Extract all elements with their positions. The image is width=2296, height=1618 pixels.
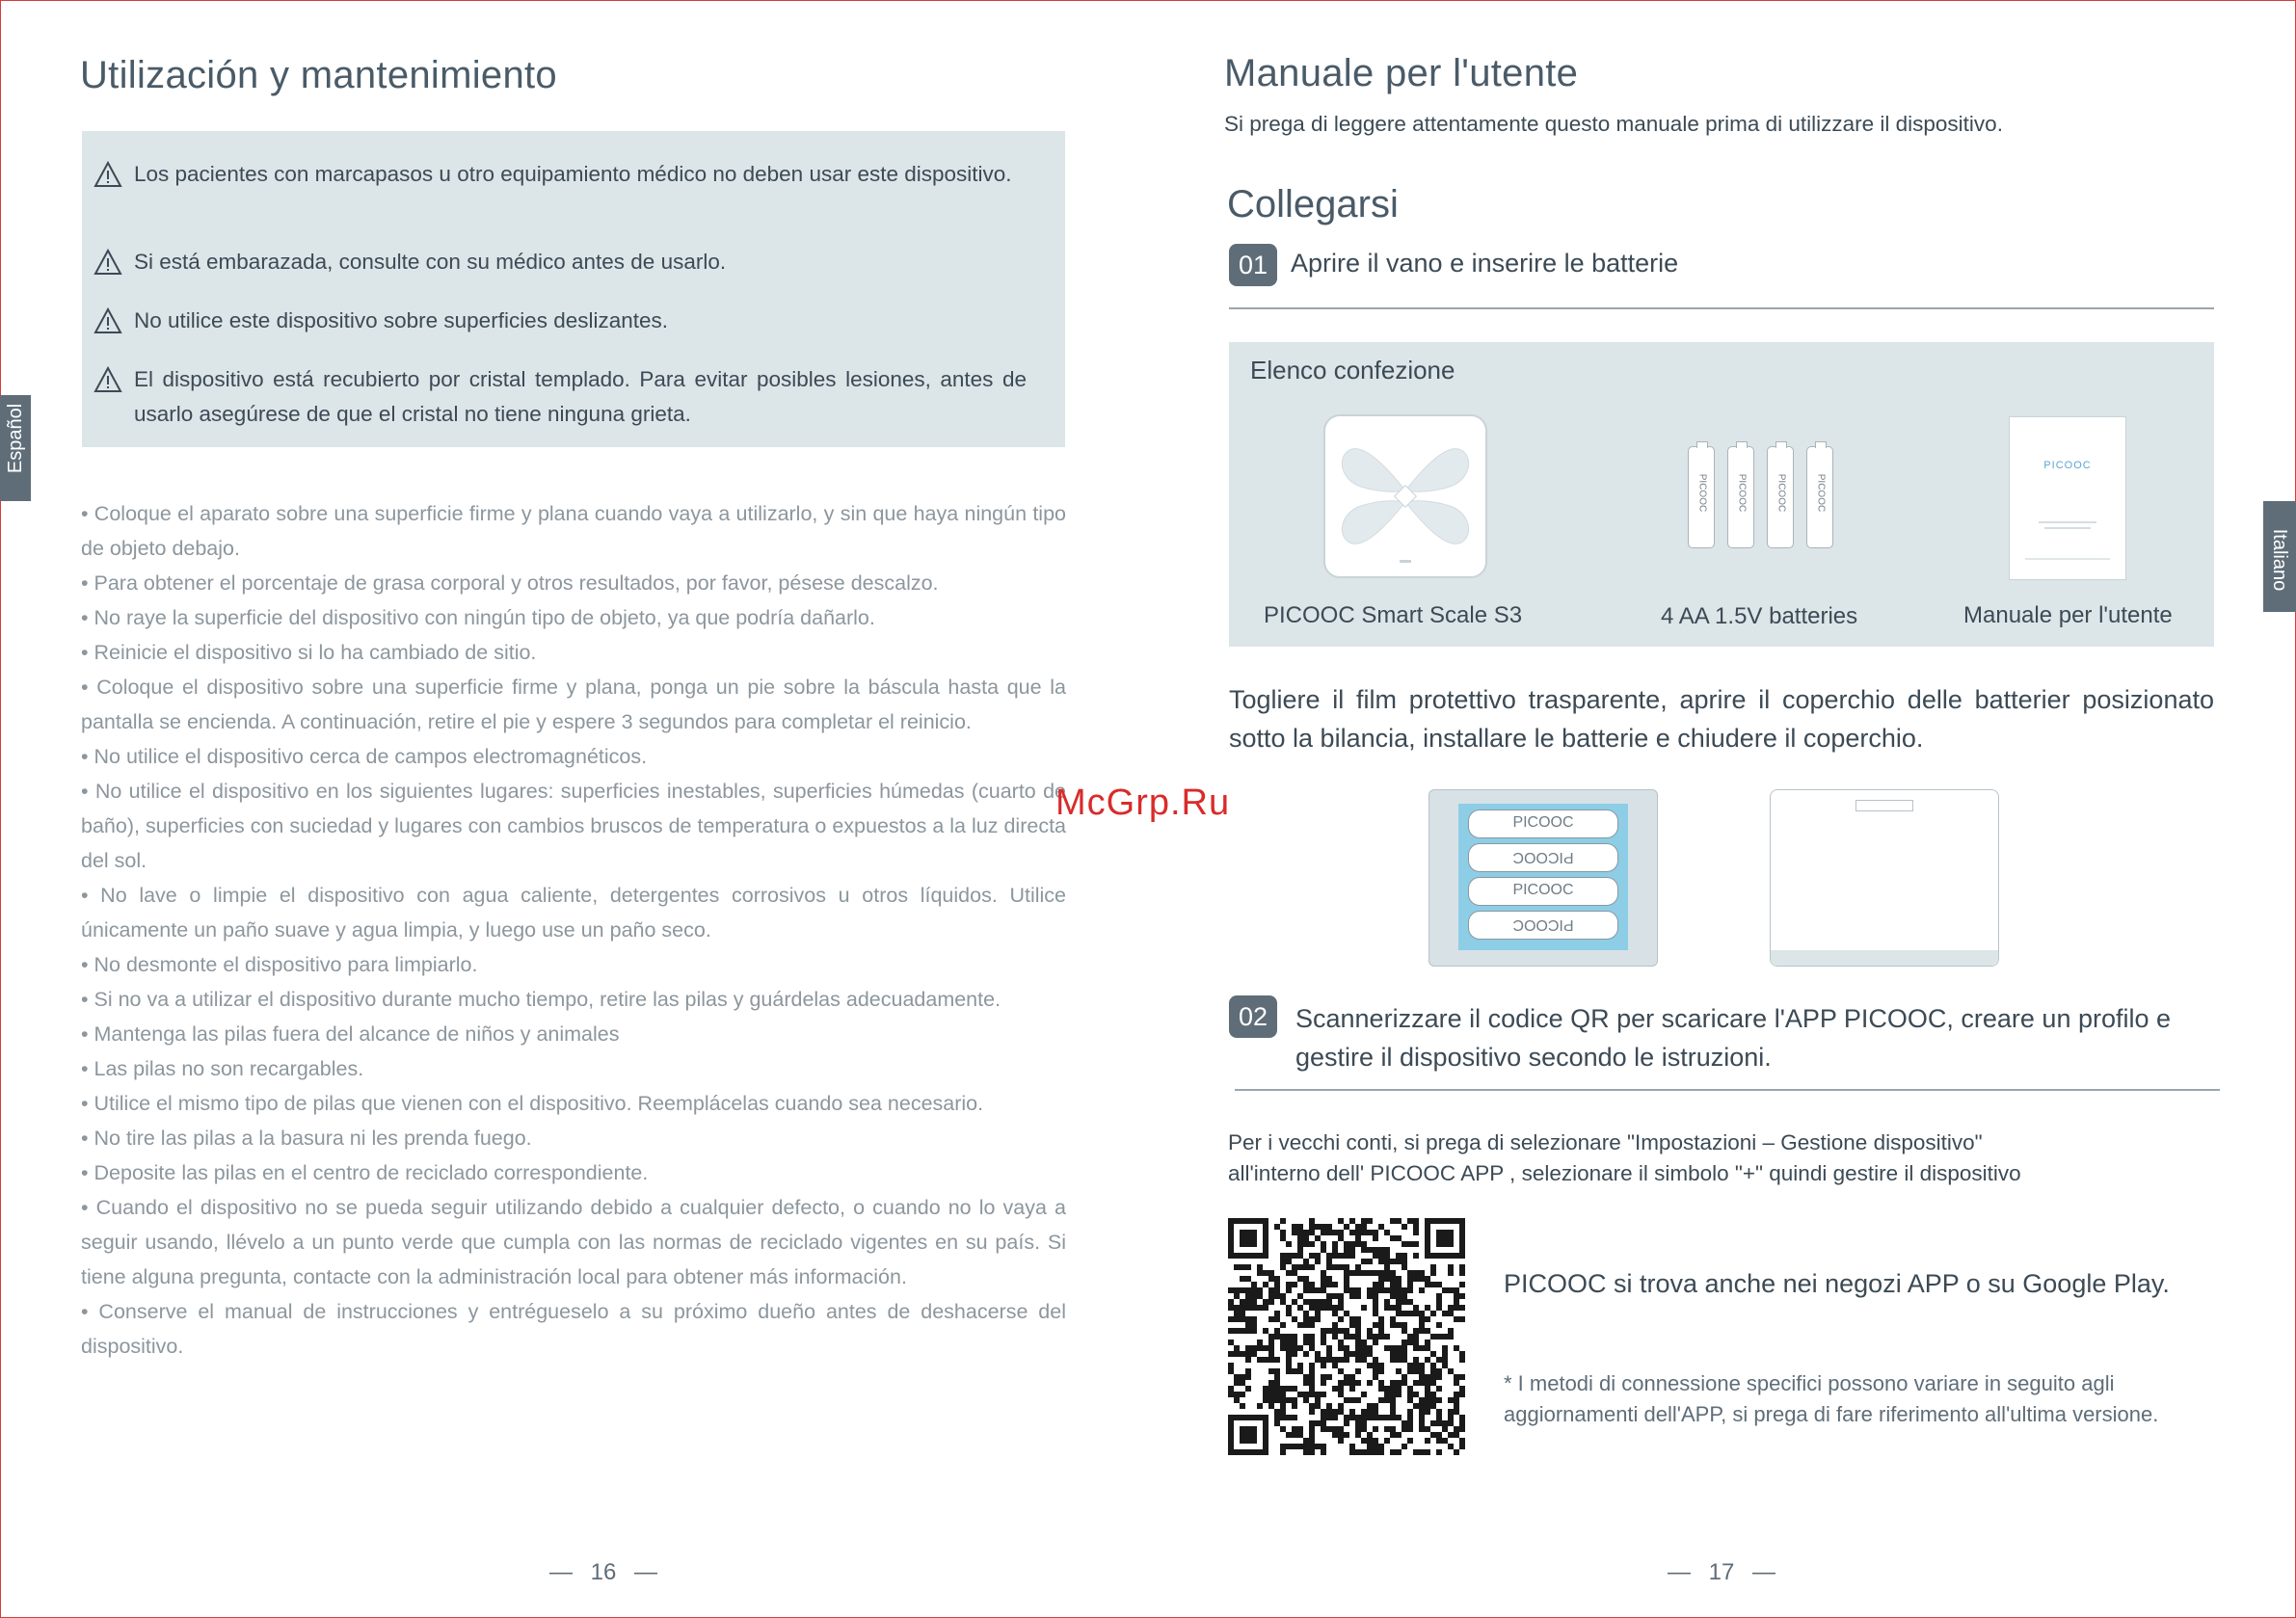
side-tab-label: Español [5, 403, 26, 474]
list-item: • Reinicie el dispositivo si lo ha cambiado de sitio. [81, 641, 537, 664]
step-1-badge: 01 [1229, 244, 1277, 286]
page-title-it: Manuale per l'utente [1224, 52, 1579, 94]
warning-text: El dispositivo está recubierto por cristal templado. Para evitar posibles lesiones, antes de usarlo asegúrese de que el cristal no tiene ninguna grieta. [134, 367, 1027, 426]
list-item: • No raye la superficie del dispositivo con ningún tipo de objeto, ya que podría dañarlo. [81, 606, 875, 629]
package-item-scale: PICOOC Smart Scale S3 [1264, 602, 1523, 628]
warning-text: Los pacientes con marcapasos u otro equipamiento médico no deben usar este dispositivo. [134, 162, 1012, 186]
warning-text: No utilice este dispositivo sobre superficies deslizantes. [134, 308, 669, 332]
warning-item [93, 304, 1027, 338]
battery [1767, 446, 1794, 548]
list-item: • Utilice el mismo tipo de pilas que vienen con el dispositivo. Reemplácelas cuando sea necesario. [81, 1092, 984, 1115]
battery [1806, 446, 1833, 548]
list-item: • No utilice el dispositivo en los siguientes lugares: superficies inestables, superficies húmedas (cuarto de baño), superficies con suciedad y lugares con cambios bruscos de temperatura o expuestos a la luz directa del sol. [81, 780, 1066, 872]
tray-battery-label: PICOOC [1512, 814, 1574, 831]
page-number-value: 17 [1708, 1559, 1735, 1585]
battery-brand: PICOOC [1696, 473, 1708, 513]
battery-brand: PICOOC [1815, 473, 1827, 513]
tray-battery [1468, 911, 1618, 940]
list-item: • Coloque el aparato sobre una superficie firme y plana cuando vaya a utilizarlo, y sin que haya ningún tipo de objeto debajo. [81, 502, 1066, 560]
warning-icon [93, 366, 122, 393]
warning-item [93, 362, 1027, 432]
list-item: • Para obtener el porcentaje de grasa corporal y otros resultados, por favor, pésese descalzo. [81, 571, 939, 595]
watermark: McGrp.Ru [1055, 782, 1231, 823]
list-item: • No tire las pilas a la basura ni les prenda fuego. [81, 1127, 532, 1150]
page-number-right: — 17 — [1668, 1559, 1776, 1585]
page-number-left: — 16 — [549, 1559, 658, 1585]
store-note: PICOOC si trova anche nei negozi APP o su Google Play. [1504, 1269, 2170, 1298]
list-item: • No desmonte el dispositivo para limpiarlo. [81, 953, 478, 976]
step-2-badge: 02 [1229, 995, 1277, 1038]
page-subtitle: Si prega di leggere attentamente questo manuale prima di utilizzare il dispositivo. [1224, 112, 2003, 136]
package-item-batteries: 4 AA 1.5V batteries [1661, 603, 1858, 629]
side-tab-italiano [2263, 501, 2296, 612]
tray-battery-label: PICOOC [1512, 882, 1574, 898]
tray-battery [1468, 809, 1618, 838]
section-title: Collegarsi [1227, 183, 1399, 225]
battery-instruction: Togliere il film protettivo trasparente, aprire il coperchio delle batterier posizionato sotto la bilancia, installare le batterie e chiudere il coperchio. [1229, 685, 2214, 753]
warning-item [93, 245, 1027, 279]
tray-battery-label: PICOOC [1512, 849, 1574, 865]
tray-battery-label: PICOOC [1512, 916, 1574, 933]
list-item: • Mantenga las pilas fuera del alcance de niños y animales [81, 1022, 620, 1046]
step-2-text: Scannerizzare il codice QR per scaricare l'APP PICOOC, creare un profilo e gestire il dispositivo secondo le istruzioni. [1295, 1004, 2172, 1072]
list-item: • Las pilas no son recargables. [81, 1057, 364, 1080]
old-accounts-note-line1: Per i vecchi conti, si prega di selezionare "Impostazioni – Gestione dispositivo" [1228, 1130, 1983, 1154]
divider [1229, 307, 2214, 309]
list-item: • No utilice el dispositivo cerca de campos electromagnéticos. [81, 745, 648, 768]
list-item: • Coloque el dispositivo sobre una superficie firme y plana, ponga un pie sobre la báscula hasta que la pantalla se encienda. A continuación, retire el pie y espere 3 segundos para completar el reinicio. [81, 676, 1066, 733]
list-item: • No lave o limpie el dispositivo con agua caliente, detergentes corrosivos u otros líquidos. Utilice únicamente un paño suave y agua limpia, y luego use un paño seco. [81, 884, 1066, 942]
warning-icon [93, 249, 122, 276]
warning-text: Si está embarazada, consulte con su médico antes de usarlo. [134, 250, 727, 274]
battery-brand: PICOOC [1775, 473, 1787, 513]
package-title: Elenco confezione [1250, 356, 1455, 385]
step-1-text: Aprire il vano e inserire le batterie [1291, 249, 1679, 278]
page-number-value: 16 [590, 1559, 617, 1585]
qr-code[interactable] [1228, 1218, 1465, 1455]
package-contents-panel [1229, 342, 2214, 647]
battery-tray-image [1428, 789, 1658, 967]
side-tab-label: Italiano [2269, 528, 2290, 592]
list-item: • Deposite las pilas en el centro de reciclado correspondiente. [81, 1161, 649, 1184]
manual-brand: PICOOC [2043, 460, 2092, 471]
footnote: * I metodi di connessione specifici possono variare in seguito agli aggiornamenti dell'APP, si prega di fare riferimento all'ultima versione. [1504, 1371, 2159, 1426]
warning-icon [93, 161, 122, 188]
warning-icon [93, 307, 122, 334]
page-title-es: Utilización y mantenimiento [80, 54, 557, 96]
warning-box [82, 131, 1065, 447]
battery [1688, 446, 1715, 548]
divider [1235, 1089, 2220, 1091]
maintenance-list [81, 496, 1066, 1364]
battery-brand: PICOOC [1736, 473, 1748, 513]
tray-battery [1468, 843, 1618, 872]
list-item: • Si no va a utilizar el dispositivo durante mucho tiempo, retire las pilas y guárdelas adecuadamente. [81, 988, 1001, 1011]
batteries-image [1688, 446, 1840, 552]
warning-item [93, 157, 1027, 192]
list-item: • Conserve el manual de instrucciones y entrégueselo a su próximo dueño antes de deshacerse del dispositivo. [81, 1300, 1066, 1358]
smart-scale-image [1322, 413, 1488, 579]
package-item-manual: Manuale per l'utente [1963, 602, 2173, 628]
side-tab-espanol [0, 395, 31, 501]
battery [1727, 446, 1754, 548]
battery-cover-image [1770, 789, 1999, 967]
list-item: • Cuando el dispositivo no se pueda seguir utilizando debido a cualquier defecto, o cuando no lo vaya a seguir usando, llévelo a un punto verde que cumpla con las normas de reciclado vigentes en su país. Si tiene alguna pregunta, contacte con la administración local para obtener más información. [81, 1196, 1066, 1288]
manual-image [2009, 416, 2126, 580]
tray-battery [1468, 877, 1618, 906]
old-accounts-note-line2: all'interno dell' PICOOC APP , selezionare il simbolo "+" quindi gestire il dispositivo [1228, 1161, 2021, 1185]
